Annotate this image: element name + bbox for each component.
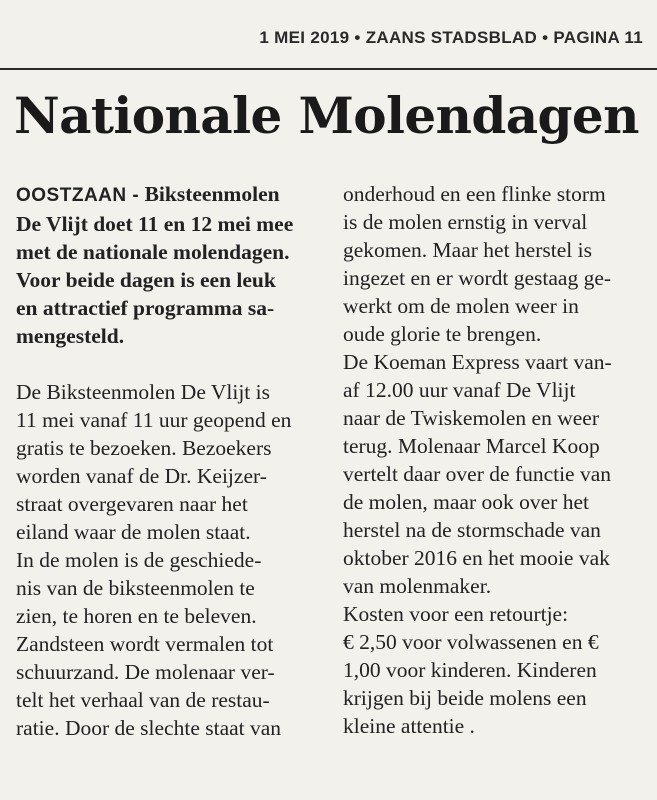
header-separator: •	[542, 28, 549, 47]
body-line: ingezet en er wordt gestaag ge-	[343, 266, 612, 290]
body-line: de molen, maar ook over het	[343, 490, 589, 514]
body-line: In de molen is de geschiede-	[16, 548, 262, 572]
paragraph-gap	[16, 350, 328, 378]
body-line: onderhoud en een flinke storm	[343, 182, 606, 206]
article-headline: Nationale Molendagen	[14, 86, 639, 145]
body-line: naar de Twiskemolen en weer	[343, 406, 599, 430]
body-line: Zandsteen wordt vermalen tot	[16, 632, 274, 656]
article-column-left	[16, 180, 328, 742]
body-line: van molenmaker.	[343, 574, 492, 598]
body-line: af 12.00 uur vanaf De Vlijt	[343, 378, 576, 402]
lead-line	[16, 180, 328, 210]
body-line: telt het verhaal van de restau-	[16, 688, 270, 712]
body-line: gekomen. Maar het herstel is	[343, 238, 592, 262]
body-line: oude glorie te brengen.	[343, 322, 542, 346]
publication-name: ZAANS STADSBLAD	[365, 28, 538, 47]
lead-line: Voor beide dagen is een leuk	[16, 268, 276, 292]
dateline: OOSTZAAN -	[16, 185, 140, 206]
body-line: nis van de biksteenmolen te	[16, 576, 255, 600]
body-line: € 2,50 voor volwassenen en €	[343, 630, 599, 654]
body-line: gratis te bezoeken. Bezoekers	[16, 436, 272, 460]
body-line: Kosten voor een retourtje:	[343, 602, 569, 626]
lead-line: mengesteld.	[16, 324, 125, 348]
body-line: ratie. Door de slechte staat van	[16, 716, 282, 740]
header-rule	[0, 68, 657, 70]
body-line: zien, te horen en te beleven.	[16, 604, 257, 628]
body-line: krijgen bij beide molens een	[343, 686, 587, 710]
page-number: PAGINA 11	[553, 28, 643, 47]
body-line: 1,00 voor kinderen. Kinderen	[343, 658, 597, 682]
body-line: De Biksteenmolen De Vlijt is	[16, 380, 270, 404]
body-line: herstel na de stormschade van	[343, 518, 601, 542]
body-line: schuurzand. De molenaar ver-	[16, 660, 275, 684]
lead-line: en attractief programma sa-	[16, 296, 275, 320]
body-line: eiland waar de molen staat.	[16, 520, 251, 544]
issue-date: 1 MEI 2019	[259, 28, 350, 47]
body-line: De Koeman Express vaart van-	[343, 350, 612, 374]
body-line: oktober 2016 en het mooie vak	[343, 546, 610, 570]
body-line: werkt om de molen weer in	[343, 294, 579, 318]
lead-text: Biksteenmolen	[144, 182, 280, 206]
body-line: kleine attentie .	[343, 714, 475, 738]
header-separator: •	[354, 28, 361, 47]
article-column-right	[343, 180, 649, 740]
page-header	[259, 28, 643, 48]
lead-line: met de nationale molendagen.	[16, 240, 290, 264]
body-line: vertelt daar over de functie van	[343, 462, 612, 486]
body-line: terug. Molenaar Marcel Koop	[343, 434, 600, 458]
lead-line: De Vlijt doet 11 en 12 mei mee	[16, 212, 294, 236]
body-line: worden vanaf de Dr. Keijzer-	[16, 464, 267, 488]
body-line: is de molen ernstig in verval	[343, 210, 588, 234]
body-line: straat overgevaren naar het	[16, 492, 248, 516]
body-line: 11 mei vanaf 11 uur geopend en	[16, 408, 292, 432]
